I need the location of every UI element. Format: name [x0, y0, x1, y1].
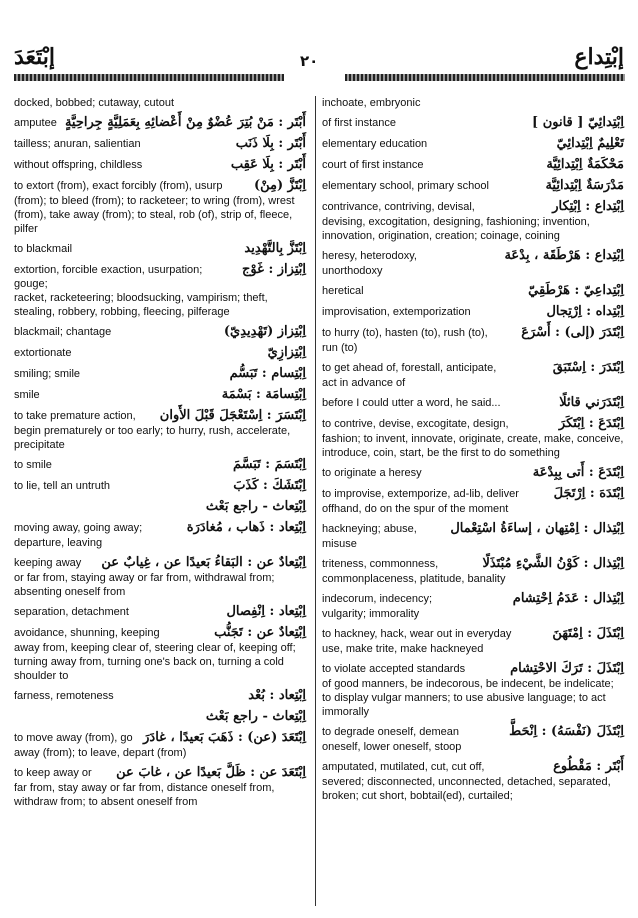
entry-translation: keeping away — [14, 557, 82, 569]
entry-headword: اِبْتِعادٌ عن : تَجَنُّب — [214, 625, 306, 640]
entry-translation: to blackmail — [14, 243, 73, 255]
entry-line — [322, 486, 624, 502]
entry-translation: elementary education — [322, 138, 428, 150]
entry-headword: اِبْتِعاد : ذَهاب ، مُغادَرَة — [186, 520, 306, 535]
dictionary-entry — [322, 626, 624, 656]
entry-continuation: commonplaceness, platitude, banality — [322, 573, 506, 585]
entry-continuation: racket, racketeering; bloodsucking, vampirism; theft, stealing, robbery, robbing, fleecing, pilferage — [14, 292, 268, 318]
entry-line — [322, 395, 624, 411]
entry-headword: اِبْتَدَعَ : اِبْتَكَرَ — [558, 416, 624, 431]
dictionary-entry — [322, 248, 624, 278]
entry-headword: اِبْتِذال : عَدَمُ اِحْتِشام — [512, 591, 624, 606]
entry-headword: اِبْتَذَلَ (نَفْسَهُ) : اِنْحَطَّ — [509, 724, 624, 739]
entry-headword: اِبْتِعاث - راجع بَعْث — [205, 709, 306, 724]
entry-translation: contrivance, contriving, devisal, — [322, 201, 475, 213]
dictionary-entry — [14, 366, 306, 382]
dictionary-entry — [14, 136, 306, 152]
dictionary-entry — [322, 304, 624, 320]
dictionary-entry — [322, 465, 624, 481]
entry-headword: اِبْتِذال : كَوْنُ الشَّيْءِ مُبْتَذَلًا — [482, 556, 624, 571]
entry-headword: اِبْتَدَرَ : اِسْتَبَقَ — [552, 360, 624, 375]
entry-headword: اِبْتَدَرَني قائلًا — [559, 395, 624, 410]
dictionary-entry — [322, 136, 624, 152]
dictionary-entry — [14, 520, 306, 550]
dictionary-entry — [14, 730, 306, 760]
entry-headword: اِبْتَدَهَ : اِرْتَجَلَ — [553, 486, 624, 501]
dictionary-entry — [14, 604, 306, 620]
entry-translation: to smile — [14, 459, 52, 471]
entry-continuation: begin prematurely or too early; to hurry, rush, accelerate, precipitate — [14, 425, 291, 451]
dictionary-entry — [322, 395, 624, 411]
header-left-word: إبْتَعَدَ — [14, 44, 56, 70]
entry-continuation: of good manners, be indecorous, be indecent, be indelicate; to display vulgar manners; to use abusive language; to act immorally — [322, 678, 614, 718]
dictionary-entry — [14, 387, 306, 403]
entry-continuation: offhand, do on the spur of the moment — [322, 503, 509, 515]
entry-line — [14, 408, 306, 424]
entry-translation: separation, detachment — [14, 606, 129, 618]
entry-continuation: use, make trite, make hackneyed — [322, 643, 484, 655]
entry-headword: اِبْتِداه : اِرْتِجال — [546, 304, 624, 319]
dictionary-entry — [322, 759, 624, 803]
page-number: ٢٠ — [300, 52, 319, 70]
entry-line — [322, 304, 624, 320]
entry-line — [14, 709, 306, 725]
entry-continuation: unorthodoxy — [322, 265, 383, 277]
dictionary-entry — [14, 457, 306, 473]
entry-line — [322, 591, 624, 607]
dictionary-entry — [322, 416, 624, 460]
dictionary-entry — [14, 478, 306, 494]
entry-translation: indecorum, indecency; — [322, 593, 433, 605]
entry-headword: اِبْتِعادٌ عن : البَقاءُ بَعيدًا عن ، غِيابٌ عن — [101, 555, 306, 570]
entry-line — [14, 345, 306, 361]
dictionary-entry — [322, 360, 624, 390]
entry-headword: تَعْلِيمٌ اِبْتِدائِيّ — [556, 136, 624, 151]
entry-line — [322, 283, 624, 299]
entry-line — [322, 115, 624, 131]
entry-headword: اِبْتَعَدَ (عن) : ذَهَبَ بَعيدًا ، غادَرَ — [143, 730, 306, 745]
entry-line — [322, 157, 624, 173]
dictionary-entry — [322, 556, 624, 586]
entry-continuation: (from); to bleed (from); to racketeer; to wring (from), wrest (from), take away (from); to steal, rob (of), strip of, fleece, pilfer — [14, 195, 295, 235]
page-header — [0, 44, 638, 88]
entry-translation: hackneying; abuse, — [322, 523, 417, 535]
entry-line — [14, 604, 306, 620]
dictionary-entry — [14, 625, 306, 683]
dictionary-entry — [322, 178, 624, 194]
entry-headword: اِبْتِعاد : بُعْد — [248, 688, 306, 703]
entry-line — [322, 325, 624, 341]
dictionary-entry — [14, 96, 306, 110]
entry-headword: اِبْتَزَّ بِالتَّهْدِيد — [244, 241, 306, 256]
entry-translation: heretical — [322, 285, 364, 297]
entry-translation: triteness, commonness, — [322, 558, 439, 570]
entry-translation: inchoate, embryonic — [322, 97, 421, 109]
entry-line — [14, 241, 306, 257]
entry-continuation: far from, stay away or far from, distance oneself from, withdraw from; to absent oneself from — [14, 782, 275, 808]
header-rule-right — [345, 74, 625, 81]
entry-translation: farness, remoteness — [14, 690, 114, 702]
entry-headword: اِبْتِعاد : اِنْفِصال — [226, 604, 306, 619]
entry-headword: اِبْتِداع : هَرْطَقَة ، بِدْعَة — [504, 248, 624, 263]
dictionary-entry — [14, 262, 306, 319]
entry-translation: of first instance — [322, 117, 396, 129]
entry-translation: extortionate — [14, 347, 72, 359]
entry-line — [14, 478, 306, 494]
entry-line — [14, 499, 306, 515]
entry-headword: اِبْتَدَرَ (إلى) : أَسْرَعَ — [521, 325, 624, 340]
entry-line — [322, 178, 624, 194]
entry-headword: أَبْتَر : بِلَا ذَنَب — [235, 136, 306, 151]
entry-headword: اِبْتَزَّ (مِنْ) — [253, 178, 306, 193]
entry-continuation: run (to) — [322, 342, 358, 354]
entry-line — [322, 465, 624, 481]
dictionary-entry — [14, 241, 306, 257]
dictionary-entry — [322, 724, 624, 754]
entry-translation: before I could utter a word, he said... — [322, 397, 501, 409]
entry-translation: amputated, mutilated, cut, cut off, — [322, 761, 485, 773]
entry-headword: مَحْكَمَةٌ اِبْتِدائِيَّة — [546, 157, 624, 172]
entry-line — [322, 96, 624, 110]
dictionary-entry — [322, 199, 624, 243]
entry-line — [322, 521, 624, 537]
dictionary-entry — [14, 324, 306, 340]
dictionary-entry — [322, 115, 624, 131]
entry-continuation: act in advance of — [322, 377, 406, 389]
entry-continuation: fashion; to invent, innovate, originate, create, make, conceive, introduce, coin, start, be the first to do something — [322, 433, 624, 459]
entry-line — [322, 136, 624, 152]
entry-line — [14, 262, 306, 291]
entry-headword: اِبْتِداعِيّ : هَرْطَقِيّ — [528, 283, 624, 298]
entry-headword: اِبْتِذال : اِمْتِهان ، إساءَةُ اسْتِعْمال — [450, 521, 624, 536]
entry-headword: أَبْتَر : بِلَا عَقِب — [230, 157, 306, 172]
dictionary-entry — [14, 688, 306, 704]
entry-line — [14, 625, 306, 641]
entry-headword: اِبْتَذَلَ : اِمْتَهَنَ — [552, 626, 624, 641]
entry-line — [14, 555, 306, 571]
entry-headword: اِبْتِزاز (تَهْدِيدِيّ) — [223, 324, 306, 339]
entry-line — [14, 178, 306, 194]
entry-line — [14, 115, 306, 131]
entry-headword: مَدْرَسَةٌ اِبْتِدائِيَّة — [545, 178, 624, 193]
entry-translation: to originate a heresy — [322, 467, 422, 479]
entry-translation: to extort (from), exact forcibly (from), usurp — [14, 180, 223, 192]
dictionary-entry — [14, 765, 306, 809]
entry-translation: to move away (from), go — [14, 732, 133, 744]
entry-headword: اِبْتِسام : تَبَسُّم — [229, 366, 306, 381]
right-column — [322, 96, 624, 808]
entry-headword: أَبْتَر : مَقْطُوع — [553, 759, 624, 774]
dictionary-entry — [14, 157, 306, 173]
entry-translation: extortion, forcible exaction, usurpation; gouge; — [14, 264, 203, 290]
entry-continuation: devising, excogitation, designing, fashioning; invention, innovation, origination, creation; coinage, coining — [322, 216, 590, 242]
entry-translation: court of first instance — [322, 159, 424, 171]
dictionary-entry — [14, 178, 306, 236]
entry-line — [14, 96, 306, 110]
dictionary-entry — [14, 408, 306, 452]
dictionary-entry — [322, 521, 624, 551]
entry-translation: elementary school, primary school — [322, 180, 489, 192]
entry-continuation: misuse — [322, 538, 357, 550]
entry-line — [322, 360, 624, 376]
entry-line — [322, 661, 624, 677]
entry-translation: to keep away or — [14, 767, 92, 779]
entry-line — [14, 157, 306, 173]
entry-headword: اِبْتِعاث - راجع بَعْث — [205, 499, 306, 514]
dictionary-entry — [14, 115, 306, 131]
entry-headword: اِبْتَسَمَ : تَبَسَّمَ — [232, 457, 306, 472]
dictionary-entry — [322, 96, 624, 110]
entry-line — [322, 626, 624, 642]
entry-continuation: oneself, lower oneself, stoop — [322, 741, 462, 753]
entry-line — [14, 136, 306, 152]
header-rule-left — [14, 74, 284, 81]
entry-translation: to lie, tell an untruth — [14, 480, 111, 492]
column-divider — [315, 96, 316, 906]
dictionary-entry — [322, 283, 624, 299]
dictionary-entry — [322, 661, 624, 719]
entry-translation: without offspring, childless — [14, 159, 143, 171]
entry-translation: to get ahead of, forestall, anticipate, — [322, 362, 497, 374]
entry-headword: اِبْتَعَدَ عن : ظَلَّ بَعيدًا عن ، غابَ عن — [116, 765, 306, 780]
entry-continuation: severed; disconnected, unconnected, detached, separated, broken; cut short, bobtail(ed), curtailed; — [322, 776, 611, 802]
dictionary-entry — [322, 157, 624, 173]
entry-translation: smile — [14, 389, 40, 401]
entry-line — [14, 520, 306, 536]
dictionary-entry — [14, 555, 306, 599]
entry-headword: اِبْتِدائِيّ [ قانون ] — [532, 115, 624, 130]
entry-headword: أَبْتَر : مَنْ بُتِرَ عُضْوٌ مِنْ أَعْضائِهِ بِعَمَلِيَّةٍ جِراحِيَّةٍ — [64, 115, 306, 130]
entry-line — [322, 759, 624, 775]
entry-translation: tailless; anuran, salientian — [14, 138, 141, 150]
entry-line — [14, 688, 306, 704]
entry-translation: blackmail; chantage — [14, 326, 112, 338]
entry-translation: to hackney, hack, wear out in everyday — [322, 628, 512, 640]
entry-headword: اِبْتِزاز : غَوْج — [242, 262, 306, 277]
entry-translation: amputee — [14, 117, 57, 129]
dictionary-entry — [322, 325, 624, 355]
entry-headword: اِبْتِسامَة : بَسْمَة — [221, 387, 306, 402]
entry-headword: اِبْتَدَعَ : أَتى بِبِدْعَة — [532, 465, 624, 480]
entry-continuation: or far from, staying away or far from, withdrawal from; absenting oneself from — [14, 572, 275, 598]
entry-translation: avoidance, shunning, keeping — [14, 627, 160, 639]
entry-line — [322, 416, 624, 432]
entry-continuation: away from, keeping clear of, steering clear of, keeping off; turning away from, turning one's back on, turning a cold shoulder to — [14, 642, 296, 682]
entry-translation: to hurry (to), hasten (to), rush (to), — [322, 327, 488, 339]
entry-line — [322, 556, 624, 572]
entry-line — [14, 730, 306, 746]
entry-line — [14, 765, 306, 781]
entry-line — [322, 248, 624, 264]
entry-translation: to violate accepted standards — [322, 663, 466, 675]
entry-translation: heresy, heterodoxy, — [322, 250, 417, 262]
entry-continuation: away (from); to leave, depart (from) — [14, 747, 187, 759]
entry-continuation: vulgarity; immorality — [322, 608, 420, 620]
entry-headword: اِبْتِداع : اِبْتِكار — [552, 199, 624, 214]
entry-headword: اِبْتَشَكَ : كَذَبَ — [233, 478, 306, 493]
entry-line — [322, 199, 624, 215]
entry-headword: اِبْتِزازِيّ — [267, 345, 306, 360]
entry-translation: improvisation, extemporization — [322, 306, 471, 318]
entry-translation: to improvise, extemporize, ad-lib, deliver — [322, 488, 519, 500]
entry-translation: to contrive, devise, excogitate, design, — [322, 418, 509, 430]
dictionary-entry — [14, 345, 306, 361]
dictionary-entry — [322, 591, 624, 621]
dictionary-entry — [14, 709, 306, 725]
entry-translation: docked, bobbed; cutaway, cutout — [14, 97, 175, 109]
left-column — [14, 96, 306, 814]
entry-translation: moving away, going away; — [14, 522, 143, 534]
entry-headword: اِبْتَسَرَ : اِسْتَعْجَلَ قَبْلَ الأَوان — [159, 408, 306, 423]
entry-line — [14, 457, 306, 473]
entry-translation: smiling; smile — [14, 368, 81, 380]
dictionary-entry — [14, 499, 306, 515]
entry-translation: to degrade oneself, demean — [322, 726, 459, 738]
entry-line — [14, 387, 306, 403]
entry-translation: to take premature action, — [14, 410, 136, 422]
entry-continuation: departure, leaving — [14, 537, 103, 549]
dictionary-entry — [322, 486, 624, 516]
entry-headword: اِبْتَذَلَ : تَرَكَ الاحْتِشام — [510, 661, 624, 676]
entry-line — [14, 324, 306, 340]
header-right-word: إبْتِداع — [574, 44, 624, 70]
entry-line — [14, 366, 306, 382]
entry-line — [322, 724, 624, 740]
